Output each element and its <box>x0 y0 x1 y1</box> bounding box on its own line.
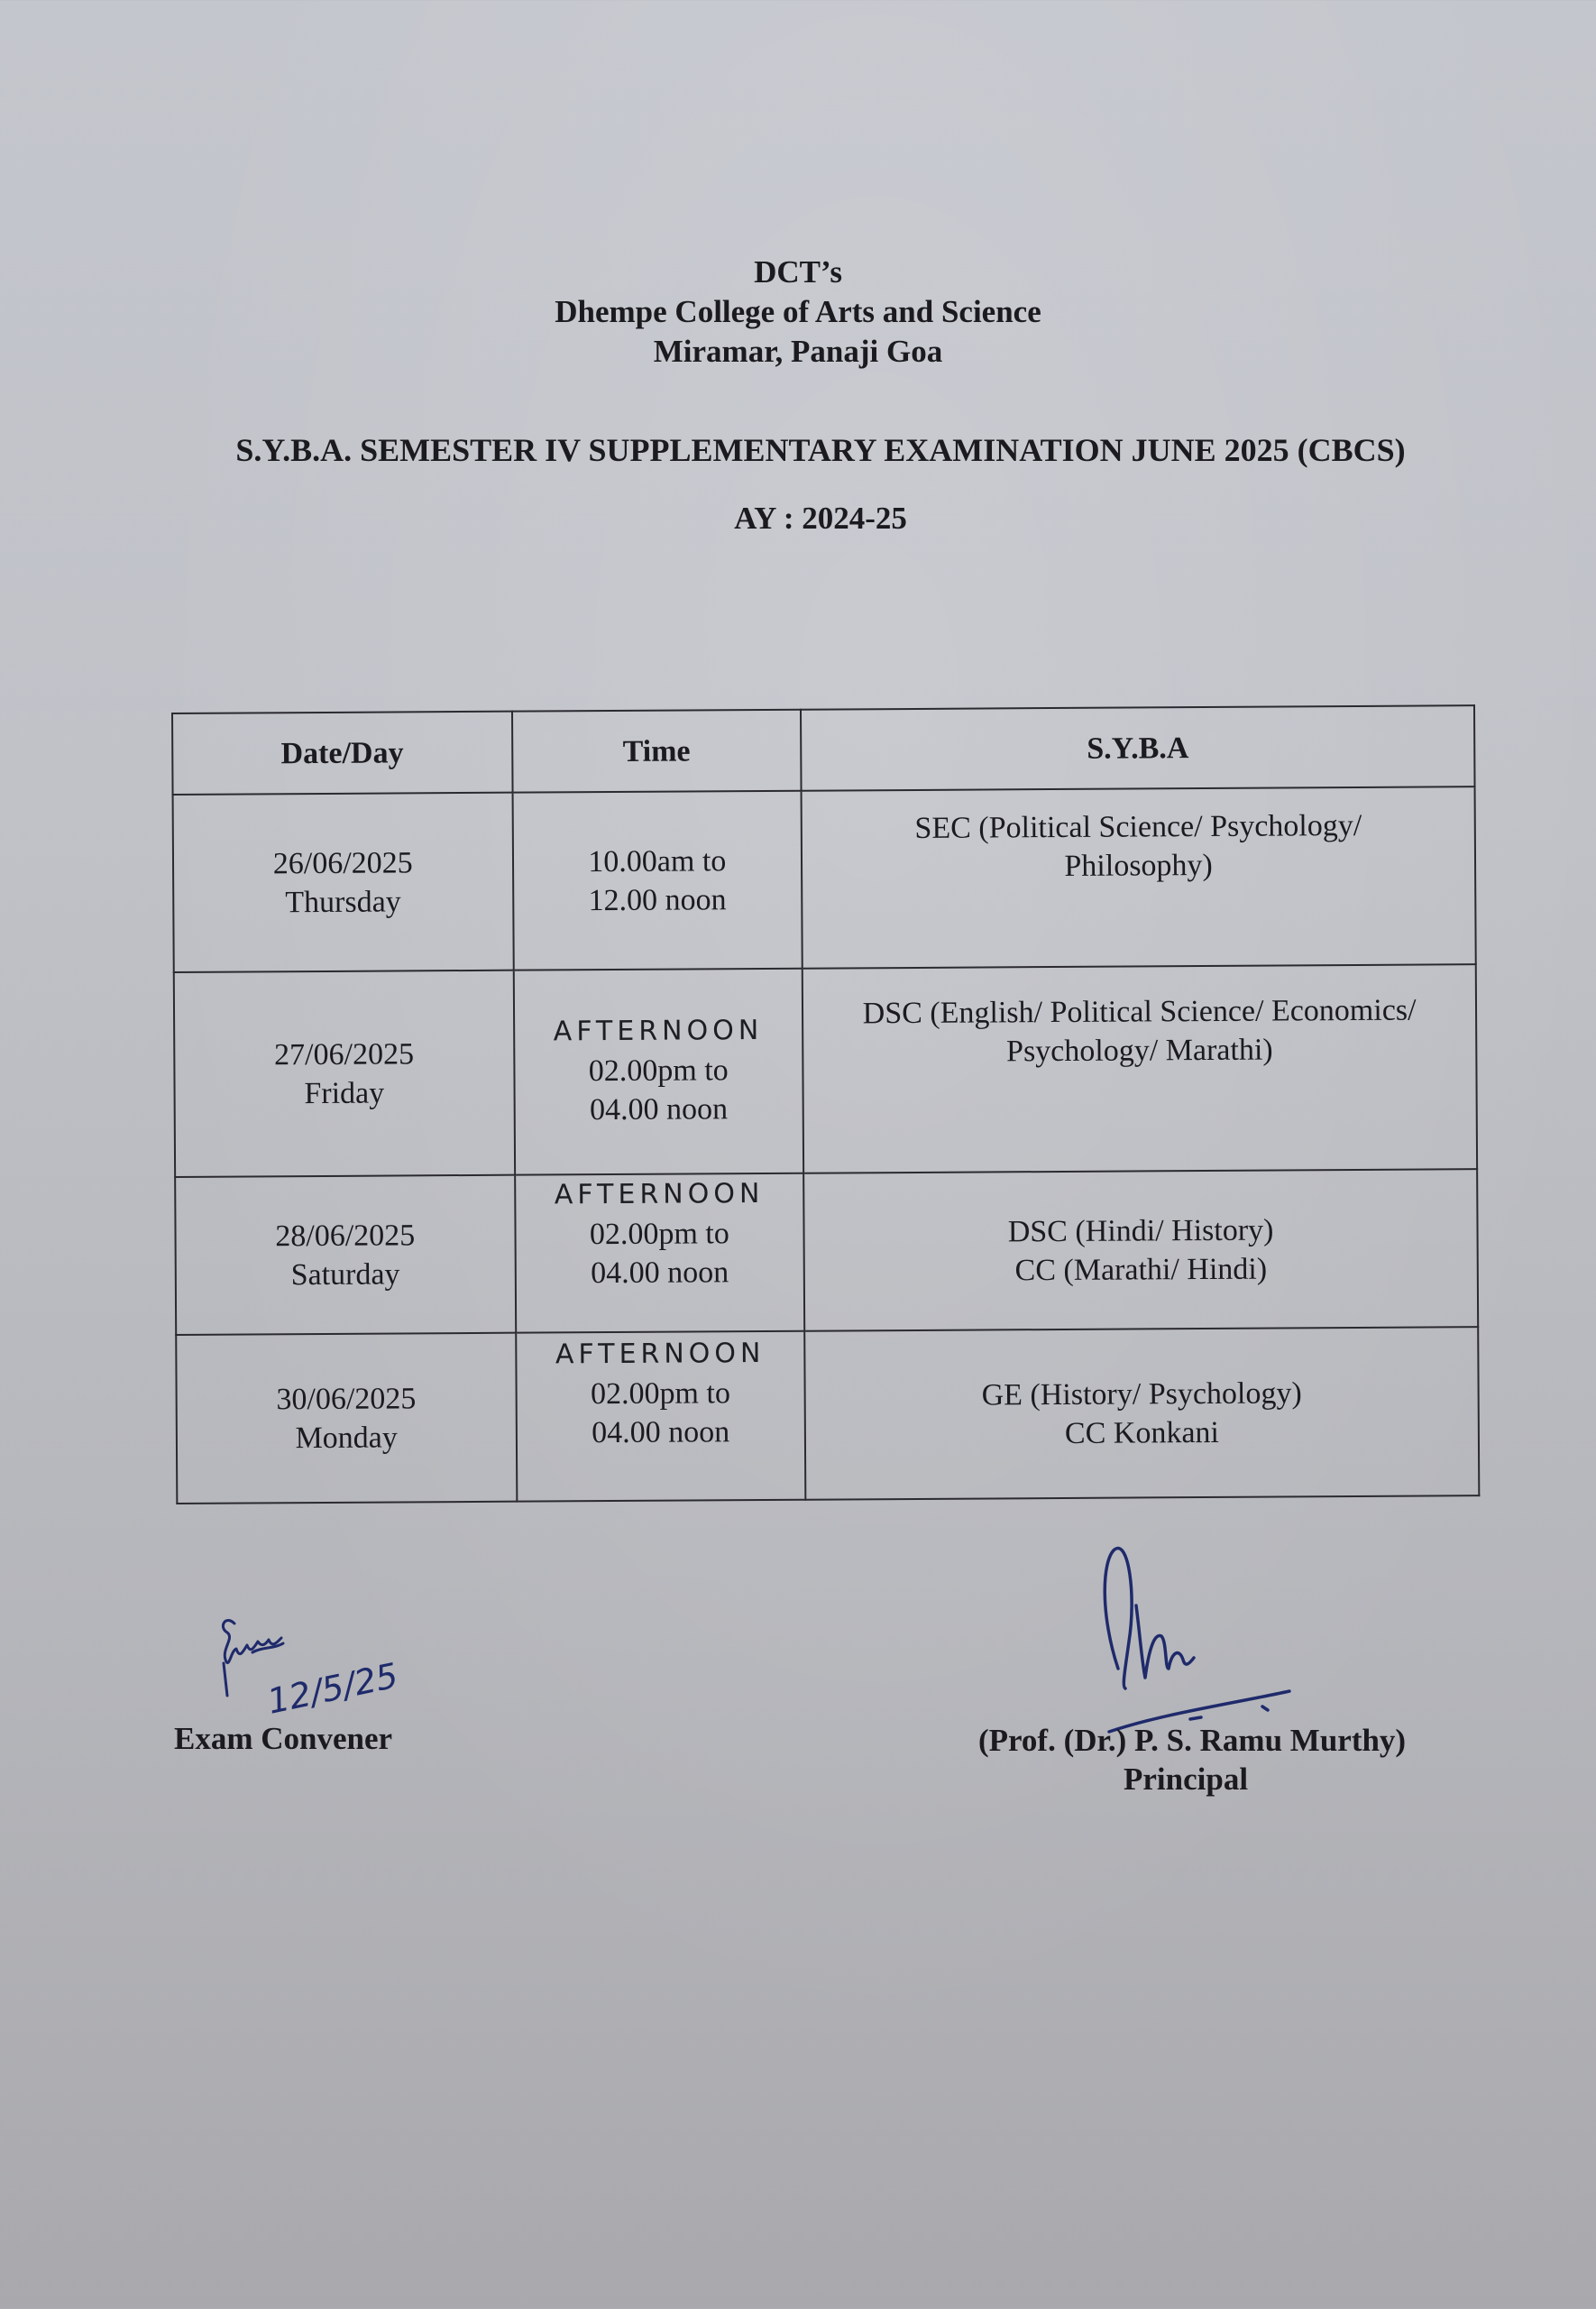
exam-day: Thursday <box>285 884 401 919</box>
principal-name: (Prof. (Dr.) P. S. Ramu Murthy) <box>978 1723 1407 1758</box>
date-cell <box>175 1175 516 1335</box>
exam-day: Monday <box>295 1420 398 1455</box>
exam-convener-label: Exam Convener <box>174 1721 393 1756</box>
subject-line-2: Philosophy) <box>1064 848 1213 883</box>
header-time: Time <box>512 710 802 793</box>
time-cell <box>512 791 803 971</box>
exam-date: 27/06/2025 <box>274 1036 415 1072</box>
exam-timetable <box>171 704 1480 1504</box>
table-row <box>173 787 1476 972</box>
time-end: 04.00 noon <box>592 1415 730 1450</box>
trust-name: DCT’s <box>754 254 842 290</box>
time-cell <box>516 1331 806 1502</box>
table-row <box>175 1169 1478 1335</box>
subject-cell <box>802 787 1476 969</box>
header-syba: S.Y.B.A <box>801 705 1474 791</box>
subject-line-2: Psychology/ Marathi) <box>1005 1033 1273 1069</box>
exam-convener-signature <box>171 1605 460 1732</box>
principal-signature <box>1082 1542 1316 1741</box>
time-start: 10.00am to <box>588 843 727 879</box>
time-start: 02.00pm to <box>590 1376 731 1412</box>
header-date-day: Date/Day <box>172 712 512 795</box>
exam-day: Friday <box>304 1076 385 1110</box>
time-cell <box>513 969 803 1175</box>
table-header-row <box>172 705 1475 795</box>
subject-line-2: CC (Marathi/ Hindi) <box>1014 1252 1268 1287</box>
table-row <box>174 964 1477 1177</box>
date-cell <box>173 793 514 972</box>
principal-role: Principal <box>1124 1762 1249 1797</box>
college-header <box>0 253 1596 372</box>
handwritten-afternoon-note: AFTERNOON <box>553 1014 764 1047</box>
subject-cell <box>803 964 1477 1173</box>
subject-cell <box>803 1169 1478 1331</box>
convener-signed-date: 12/5/25 <box>263 1655 402 1722</box>
time-start: 02.00pm to <box>589 1217 729 1252</box>
time-end: 04.00 noon <box>589 1091 729 1127</box>
college-name: Dhempe College of Arts and Science <box>555 294 1041 329</box>
table-row <box>176 1327 1479 1504</box>
time-end: 12.00 noon <box>588 882 727 917</box>
exam-title: S.Y.B.A. SEMESTER IV SUPPLEMENTARY EXAMINATION JUNE 2025 (CBCS) <box>235 432 1406 468</box>
subject-cell <box>804 1327 1479 1500</box>
subject-line-1: DSC (Hindi/ History) <box>1007 1213 1274 1248</box>
subject-line-1: DSC (English/ Political Science/ Economics/ <box>862 993 1417 1031</box>
exam-date: 30/06/2025 <box>276 1381 417 1416</box>
exam-date: 28/06/2025 <box>275 1218 416 1253</box>
exam-date: 26/06/2025 <box>272 845 413 880</box>
date-cell <box>174 971 515 1177</box>
exam-day: Saturday <box>290 1256 400 1292</box>
time-cell <box>515 1173 805 1333</box>
subject-line-2: CC Konkani <box>1064 1415 1220 1450</box>
subject-line-1: SEC (Political Science/ Psychology/ <box>914 808 1362 845</box>
handwritten-afternoon-note: AFTERNOON <box>554 1177 765 1211</box>
subject-line-1: GE (History/ Psychology) <box>981 1375 1302 1412</box>
time-end: 04.00 noon <box>591 1256 729 1291</box>
college-address: Miramar, Panaji Goa <box>653 334 943 369</box>
time-start: 02.00pm to <box>588 1053 729 1088</box>
academic-year: AY : 2024-25 <box>734 501 907 536</box>
date-cell <box>176 1333 517 1504</box>
handwritten-afternoon-note: AFTERNOON <box>555 1337 766 1371</box>
